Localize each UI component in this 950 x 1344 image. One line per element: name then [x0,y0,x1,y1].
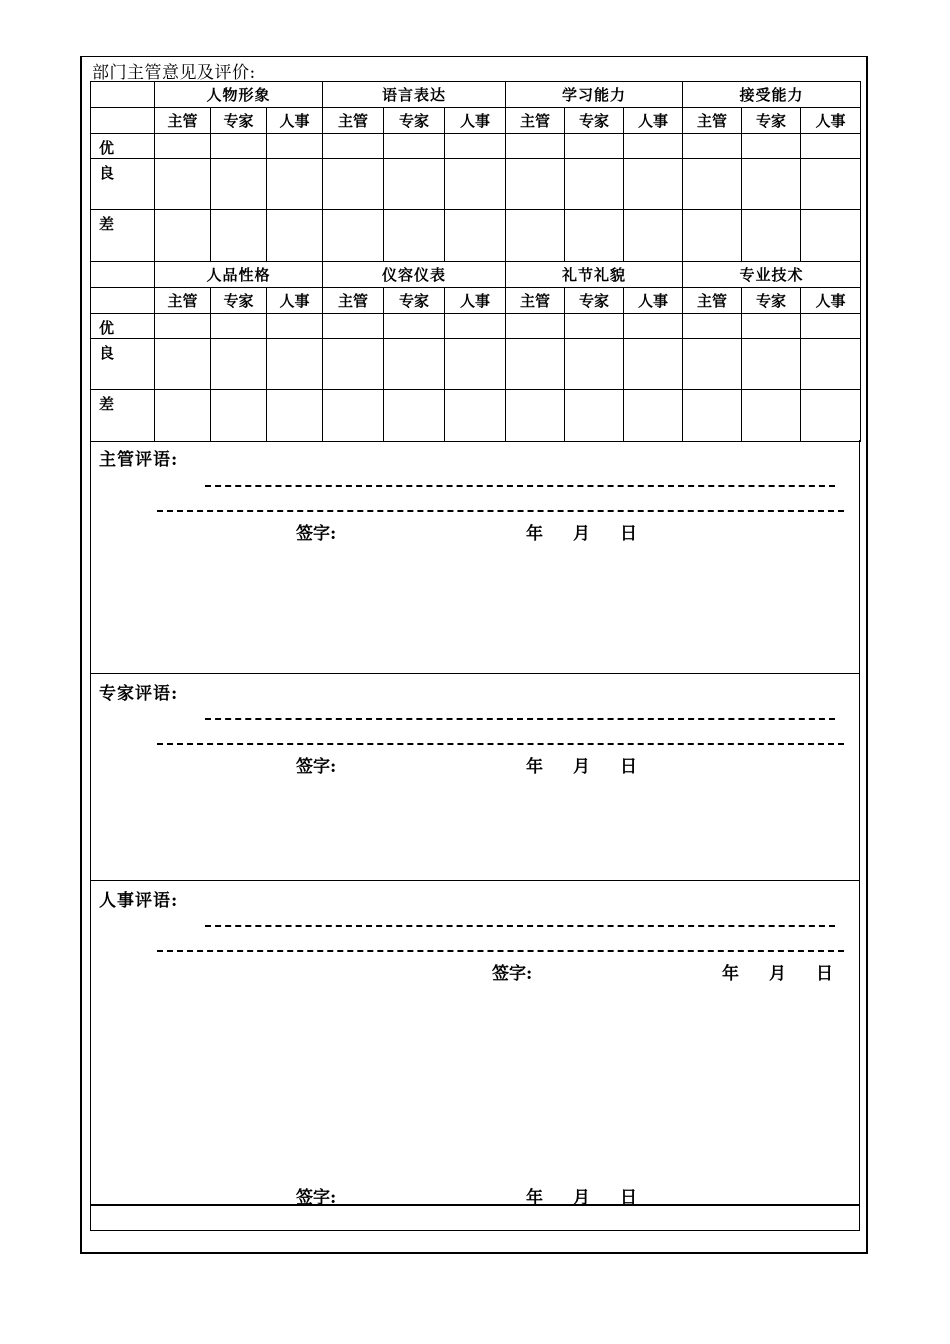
rating-cell[interactable] [211,314,267,339]
rating-cell[interactable] [323,210,384,262]
comment-dash-line [205,718,835,720]
evaluation-table-1 [90,81,861,442]
sub-header-supervisor: 主管 [683,108,742,134]
rating-cell[interactable] [506,390,565,442]
rating-cell[interactable] [155,339,211,390]
rating-cell[interactable] [683,390,742,442]
sub-header-expert: 专家 [742,288,801,314]
sub-header-supervisor: 主管 [155,108,211,134]
category-header: 人物形象 [155,82,323,108]
expert-date [526,752,667,777]
rating-cell[interactable] [267,390,323,442]
date-day: 日 [620,524,637,544]
rating-cell[interactable] [323,134,384,159]
sub-header-hr: 人事 [801,108,861,134]
rating-cell[interactable] [624,390,683,442]
rating-cell[interactable] [565,134,624,159]
hr-signature-label: 签字: [492,964,533,984]
rating-cell[interactable] [323,339,384,390]
date-day: 日 [620,1188,637,1208]
sub-header-hr: 人事 [624,288,683,314]
date-year: 年 [526,757,543,777]
rating-cell[interactable] [801,159,861,210]
rating-cell[interactable] [384,339,445,390]
rating-cell[interactable] [384,134,445,159]
hr-comment-box[interactable] [90,881,860,1205]
rating-cell[interactable] [506,134,565,159]
rating-cell[interactable] [742,210,801,262]
bottom-empty-row[interactable] [90,1205,860,1231]
comment-dash-line [157,950,844,952]
rating-cell[interactable] [211,390,267,442]
rating-cell[interactable] [445,314,506,339]
rating-cell[interactable] [211,210,267,262]
corner-cell [91,288,155,314]
comment-dash-line [205,925,835,927]
rating-cell[interactable] [742,314,801,339]
category-header: 专业技术 [683,262,861,288]
category-header: 仪容仪表 [323,262,506,288]
rating-row [91,210,861,262]
rating-cell[interactable] [624,134,683,159]
supervisor-signature-label: 签字: [296,524,337,544]
rating-cell[interactable] [155,390,211,442]
rating-cell[interactable] [323,314,384,339]
category-header: 接受能力 [683,82,861,108]
rating-label-good: 良 [91,159,155,210]
comment-dash-line [157,743,844,745]
rating-cell[interactable] [801,210,861,262]
date-year: 年 [722,964,739,984]
rating-cell[interactable] [565,390,624,442]
rating-cell[interactable] [624,339,683,390]
rating-cell[interactable] [742,159,801,210]
rating-cell[interactable] [506,314,565,339]
supervisor-date [526,519,667,544]
sub-header-hr: 人事 [445,108,506,134]
rating-cell[interactable] [211,159,267,210]
rating-cell[interactable] [384,390,445,442]
rating-cell[interactable] [445,159,506,210]
rating-cell[interactable] [445,134,506,159]
supervisor-comment-title: 主管评语: [99,450,179,470]
rating-cell[interactable] [801,390,861,442]
rating-cell[interactable] [624,159,683,210]
date-year: 年 [526,1188,543,1208]
rating-cell[interactable] [445,339,506,390]
date-year: 年 [526,524,543,544]
rating-cell[interactable] [267,314,323,339]
date-month: 月 [573,524,590,544]
rating-label-excellent: 优 [91,314,155,339]
rating-row [91,159,861,210]
rating-cell[interactable] [211,134,267,159]
rating-cell[interactable] [683,134,742,159]
category-header: 学习能力 [506,82,683,108]
rating-cell[interactable] [506,339,565,390]
sub-header-supervisor: 主管 [506,108,565,134]
rating-cell[interactable] [742,390,801,442]
rating-label-good: 良 [91,339,155,390]
sub-header-expert: 专家 [384,108,445,134]
rating-cell[interactable] [683,339,742,390]
rating-cell[interactable] [384,159,445,210]
category-header: 礼节礼貌 [506,262,683,288]
sub-header-supervisor: 主管 [155,288,211,314]
rating-cell[interactable] [323,390,384,442]
rating-cell[interactable] [384,314,445,339]
rating-cell[interactable] [323,159,384,210]
rating-cell[interactable] [801,134,861,159]
sub-header-expert: 专家 [211,288,267,314]
category-header: 语言表达 [323,82,506,108]
rating-cell[interactable] [155,134,211,159]
rating-cell[interactable] [445,390,506,442]
sub-header-hr: 人事 [624,108,683,134]
sub-header-hr: 人事 [267,288,323,314]
sub-header-expert: 专家 [565,288,624,314]
rating-cell[interactable] [384,210,445,262]
rating-label-poor: 差 [91,210,155,262]
rating-cell[interactable] [267,159,323,210]
date-month: 月 [573,1188,590,1208]
hr-date [722,959,863,984]
rating-row [91,314,861,339]
corner-cell [91,108,155,134]
sub-header-hr: 人事 [267,108,323,134]
corner-cell [91,82,155,108]
section-title: 部门主管意见及评价: [92,63,256,83]
sub-header-hr: 人事 [801,288,861,314]
hr-comment-title: 人事评语: [99,891,179,911]
rating-cell[interactable] [801,314,861,339]
rating-cell[interactable] [267,210,323,262]
rating-cell[interactable] [801,339,861,390]
rating-cell[interactable] [742,134,801,159]
rating-cell[interactable] [683,159,742,210]
rating-cell[interactable] [565,159,624,210]
rating-cell[interactable] [683,314,742,339]
sub-header-supervisor: 主管 [323,108,384,134]
rating-cell[interactable] [445,210,506,262]
rating-cell[interactable] [624,210,683,262]
bottom-signature-label: 签字: [296,1188,337,1208]
comment-dash-line [205,485,835,487]
rating-cell[interactable] [565,314,624,339]
sub-header-supervisor: 主管 [323,288,384,314]
rating-cell[interactable] [155,210,211,262]
rating-cell[interactable] [683,210,742,262]
rating-cell[interactable] [155,159,211,210]
sub-header-expert: 专家 [211,108,267,134]
rating-row [91,390,861,442]
expert-signature-label: 签字: [296,757,337,777]
rating-label-excellent: 优 [91,134,155,159]
rating-cell[interactable] [742,339,801,390]
date-month: 月 [573,757,590,777]
rating-row [91,339,861,390]
rating-cell[interactable] [155,314,211,339]
rating-row [91,134,861,159]
sub-header-expert: 专家 [384,288,445,314]
supervisor-comment-box[interactable] [90,440,860,674]
rating-cell[interactable] [565,210,624,262]
rating-cell[interactable] [624,314,683,339]
date-month: 月 [769,964,786,984]
date-day: 日 [620,757,637,777]
expert-comment-box[interactable] [90,674,860,881]
date-day: 日 [816,964,833,984]
rating-cell[interactable] [267,134,323,159]
sub-header-hr: 人事 [445,288,506,314]
expert-comment-title: 专家评语: [99,684,179,704]
rating-cell[interactable] [211,339,267,390]
rating-cell[interactable] [565,339,624,390]
sub-header-supervisor: 主管 [506,288,565,314]
sub-header-expert: 专家 [742,108,801,134]
rating-cell[interactable] [267,339,323,390]
rating-cell[interactable] [506,210,565,262]
rating-label-poor: 差 [91,390,155,442]
sub-header-expert: 专家 [565,108,624,134]
rating-cell[interactable] [506,159,565,210]
category-header: 人品性格 [155,262,323,288]
sub-header-supervisor: 主管 [683,288,742,314]
comment-dash-line [157,510,844,512]
corner-cell [91,262,155,288]
